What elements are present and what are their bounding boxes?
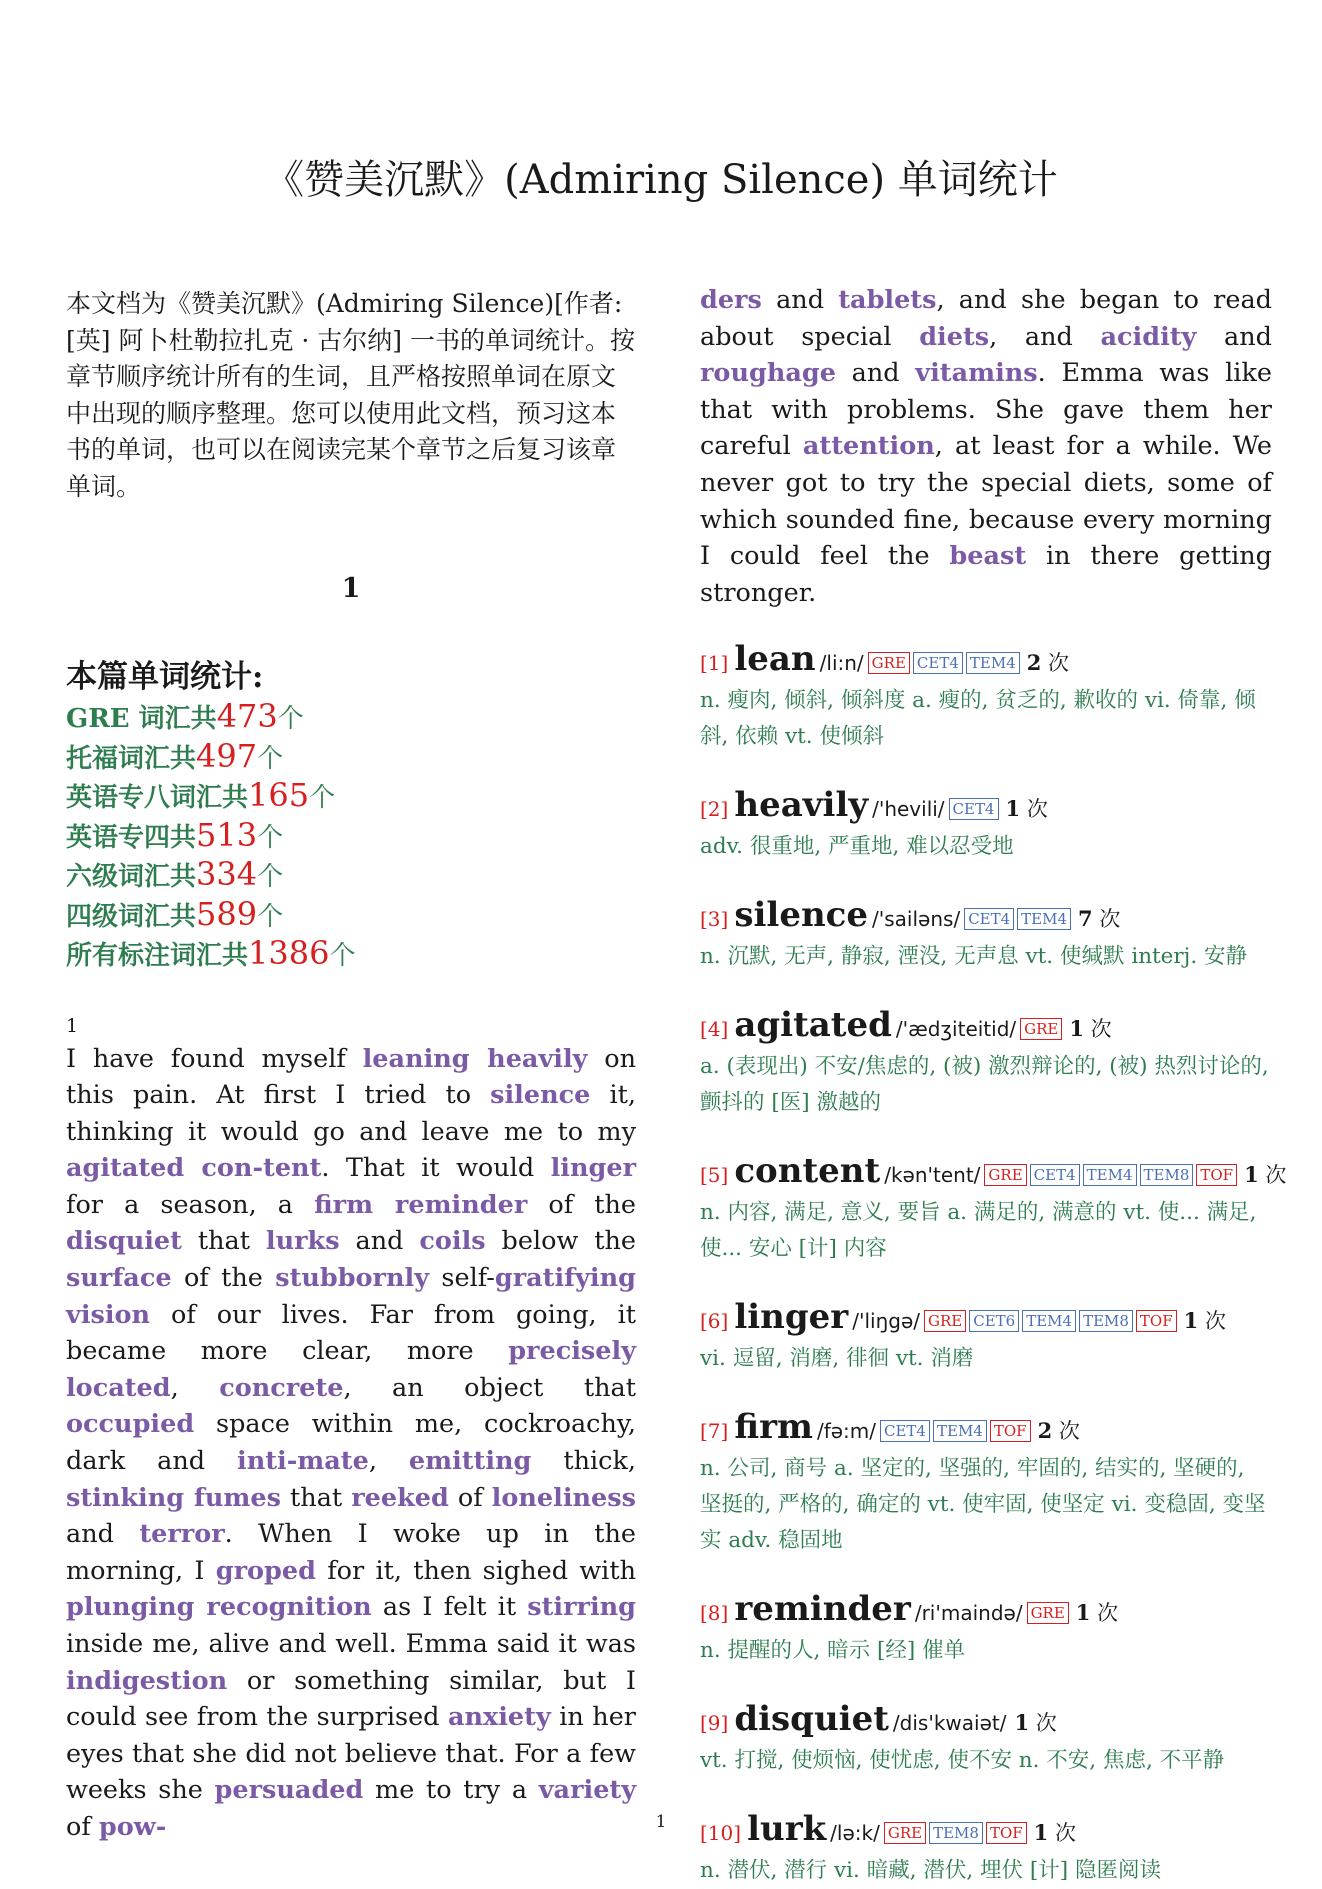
stat-unit: 个	[257, 743, 284, 774]
tag-cet6: CET6	[969, 1310, 1019, 1332]
highlighted-word: emitting	[408, 1446, 532, 1477]
stat-unit: 个	[257, 901, 284, 932]
stat-label: 英语专八词汇共	[66, 783, 249, 813]
passage-segment: , an object that	[343, 1372, 636, 1403]
passage-segment: and	[66, 1519, 140, 1550]
tag-tem4: TEM4	[933, 1420, 987, 1442]
tag-tof: TOF	[986, 1822, 1027, 1844]
entry-index: [7]	[700, 1419, 729, 1444]
entry-word: heavily	[734, 785, 869, 826]
highlighted-word: stirring	[527, 1592, 636, 1623]
highlighted-word: concrete	[219, 1372, 344, 1403]
tag-cet4: CET4	[964, 908, 1014, 930]
stat-line	[66, 856, 636, 896]
passage-segment: for a season, a	[66, 1189, 315, 1220]
entry-head	[700, 1407, 1272, 1451]
entry-index: [8]	[700, 1601, 729, 1626]
tag-cet4: CET4	[913, 652, 963, 674]
stat-label: GRE 词汇共	[66, 704, 217, 734]
entry-index: [4]	[700, 1017, 729, 1042]
entry-count-number: 1	[1005, 796, 1021, 822]
entry-head	[700, 639, 1272, 683]
entry-definition: n. 提醒的人, 暗示 [经] 催单	[700, 1638, 966, 1664]
passage-segment: . When I woke up in the morning, I	[66, 1519, 636, 1586]
passage-segment: of the	[171, 1263, 276, 1294]
tag-tem4: TEM4	[1083, 1164, 1137, 1186]
highlighted-word: persuaded	[214, 1775, 364, 1806]
entry-phonetic: /'hevili/	[872, 797, 945, 822]
vocab-entry	[700, 895, 1272, 975]
highlighted-word: disquiet	[66, 1226, 182, 1257]
passage-segment: . That it would	[321, 1153, 551, 1184]
tag-tem4: TEM4	[966, 652, 1020, 674]
highlighted-word: agitated con-tent	[66, 1153, 322, 1184]
stat-line	[66, 817, 636, 857]
highlighted-word: linger	[550, 1153, 637, 1184]
entry-count-unit: 次	[1090, 1601, 1119, 1626]
vocab-entry	[700, 1297, 1272, 1377]
highlighted-word: lurks	[265, 1226, 340, 1257]
entry-phonetic: /fə:m/	[816, 1419, 876, 1444]
entry-count	[1038, 1411, 1080, 1451]
highlighted-word: stinking fumes	[66, 1482, 281, 1513]
entry-definition: n. 沉默, 无声, 静寂, 湮没, 无声息 vt. 使缄默 interj. 安静	[700, 944, 1248, 970]
tag-gre: GRE	[984, 1164, 1026, 1186]
entry-phonetic: /'ædʒiteitid/	[895, 1017, 1017, 1042]
vocab-entries	[700, 639, 1287, 1889]
highlighted-word: reeked	[351, 1482, 449, 1513]
highlighted-word: pow-	[98, 1811, 167, 1842]
entry-head	[700, 1005, 1272, 1049]
tag-tof: TOF	[990, 1420, 1031, 1442]
vocab-entry	[700, 639, 1272, 755]
passage-segment: or something similar, but I could see from the surprised	[66, 1665, 636, 1733]
highlighted-word: stubbornly	[275, 1263, 430, 1294]
stat-label: 六级词汇共	[66, 862, 197, 892]
stat-count: 165	[248, 776, 310, 814]
highlighted-word: anxiety	[447, 1702, 551, 1733]
highlighted-word: silence	[490, 1080, 591, 1111]
entry-word: silence	[734, 895, 869, 936]
entry-count-unit: 次	[1029, 1711, 1057, 1736]
entry-word: lean	[734, 639, 816, 680]
entry-count-unit: 次	[1084, 1017, 1112, 1042]
entry-count-unit: 次	[1198, 1309, 1226, 1334]
stat-label: 四级词汇共	[66, 901, 197, 932]
entry-count	[1006, 789, 1048, 829]
tag-gre: GRE	[884, 1822, 926, 1844]
highlighted-word: loneliness	[491, 1482, 636, 1513]
stat-count: 589	[196, 894, 258, 933]
entry-count	[1069, 1009, 1111, 1049]
tag-tem8: TEM8	[929, 1822, 983, 1844]
highlighted-word: inti-mate	[237, 1446, 369, 1477]
vocab-entry	[700, 1589, 1272, 1669]
stat-line	[66, 777, 636, 817]
entry-count-number: 1	[1014, 1710, 1030, 1736]
entry-index: [1]	[700, 651, 729, 676]
entry-definition: a. (表现出) 不安/焦虑的, (被) 激烈辩论的, (被) 热烈讨论的, 颤抖的 [医] 激越的	[700, 1054, 1269, 1116]
entry-count	[1076, 1593, 1118, 1633]
passage-text	[66, 1041, 636, 1846]
stat-label: 托福词汇共	[66, 743, 197, 774]
highlighted-word: acidity	[1100, 321, 1197, 352]
passage-segment: in her eyes that she did not believe that. For a few weeks she	[66, 1702, 637, 1806]
highlighted-word: groped	[215, 1555, 316, 1586]
entry-count-unit: 次	[1258, 1163, 1287, 1188]
passage-segment: ,	[368, 1446, 409, 1477]
passage-segment: in there getting stronger.	[700, 541, 1272, 608]
stat-label: 所有标注词汇共	[66, 941, 249, 971]
entry-word: linger	[734, 1297, 849, 1338]
entry-word: disquiet	[734, 1699, 889, 1740]
passage-segment: inside me, alive and well. Emma said it was	[66, 1629, 636, 1659]
stat-unit: 个	[277, 704, 304, 734]
passage-segment: it, thinking it would go and leave me to my	[66, 1080, 636, 1147]
entry-count	[1078, 899, 1120, 939]
tag-cet4: CET4	[949, 798, 999, 820]
highlighted-word: terror	[139, 1519, 225, 1550]
entry-count-number: 2	[1037, 1418, 1053, 1444]
highlighted-word: surface	[66, 1263, 172, 1294]
entry-count-number: 7	[1078, 906, 1093, 932]
passage-segment: , and she began to read about special	[700, 285, 1272, 352]
passage-segment: of	[448, 1482, 492, 1513]
stat-line	[66, 896, 636, 936]
entry-index: [9]	[700, 1711, 729, 1736]
entry-word: content	[734, 1151, 881, 1192]
entry-word: agitated	[734, 1005, 892, 1046]
tag-tem8: TEM8	[1140, 1164, 1194, 1186]
stat-line	[66, 935, 636, 975]
passage-segment: on this pain. At first I tried to	[66, 1043, 637, 1111]
entry-count	[1014, 1703, 1056, 1743]
tag-tof: TOF	[1196, 1164, 1237, 1186]
stat-label: 英语专四共	[66, 822, 197, 853]
entry-index: [3]	[700, 907, 729, 932]
left-column	[66, 286, 636, 1846]
stats-list	[66, 698, 636, 975]
passage-segment: that	[280, 1482, 352, 1513]
passage-segment: and	[339, 1226, 420, 1257]
entry-head	[700, 1589, 1272, 1633]
highlighted-word: firm reminder	[314, 1189, 528, 1220]
vocab-entry	[700, 1699, 1272, 1779]
chapter-number: 1	[341, 573, 361, 604]
stat-count: 334	[196, 855, 258, 893]
entry-phonetic: /'sailəns/	[872, 907, 961, 932]
tag-cet4: CET4	[880, 1420, 930, 1442]
passage-continued	[700, 282, 1272, 611]
passage-segment: of our lives. Far from going, it became more clear, more	[66, 1299, 636, 1367]
passage-segment: me to try a	[363, 1775, 539, 1806]
entry-head	[700, 1151, 1287, 1195]
passage-segment: of the	[527, 1189, 637, 1220]
passage-segment: of	[66, 1811, 99, 1842]
highlighted-word: tablets	[838, 285, 937, 315]
entry-count-unit: 次	[1052, 1419, 1080, 1444]
passage-segment: and	[761, 285, 839, 315]
entry-count-number: 1	[1075, 1600, 1091, 1626]
entry-count	[1244, 1155, 1286, 1195]
entry-phonetic: /ri'maində/	[914, 1601, 1023, 1626]
entry-count-number: 1	[1183, 1308, 1199, 1334]
entry-count-number: 1	[1069, 1016, 1084, 1042]
intro-text: 本文档为《赞美沉默》(Admiring Silence)[作者: [英] 阿卜杜勒拉扎克 · 古尔纳] 一书的单词统计。按章节顺序统计所有的生词，且严格按照单词在原文中出现的顺序整理。您可以使用此文档，预习这本书的单词，也可以在阅读完某个章节之后复习该章单词。	[66, 289, 635, 501]
tag-tof: TOF	[1136, 1310, 1177, 1332]
highlighted-word: gratifying vision	[66, 1263, 636, 1330]
highlighted-word: occupied	[66, 1409, 195, 1440]
entry-definition: n. 公司, 商号 a. 坚定的, 坚强的, 牢固的, 结实的, 坚硬的, 坚挺的, 严格的, 确定的 vt. 使牢固, 使坚定 vi. 变稳固, 变坚实 adv. 稳固地	[700, 1456, 1266, 1554]
right-column	[700, 285, 1287, 1889]
passage-segment: and	[1196, 321, 1272, 352]
entry-phonetic: /dis'kwaiət/	[892, 1711, 1007, 1736]
tag-tem4: TEM4	[1017, 908, 1071, 930]
entry-definition: vt. 打搅, 使烦恼, 使忧虑, 使不安 n. 不安, 焦虑, 不平静	[700, 1748, 1225, 1774]
passage-segment: , at least for a while. We never got to try the special diets, some of which sounded fine, because every morning I could feel the	[700, 431, 1272, 572]
vocab-entry	[700, 1005, 1272, 1121]
entry-head	[700, 1699, 1272, 1743]
passage-segment: ,	[170, 1372, 220, 1403]
entry-count-number: 1	[1033, 1820, 1049, 1846]
vocab-entry	[700, 785, 1272, 865]
tag-tem8: TEM8	[1079, 1310, 1133, 1332]
entry-definition: adv. 很重地, 严重地, 难以忍受地	[700, 834, 1014, 860]
tag-gre: GRE	[1027, 1602, 1069, 1624]
page-title: 《赞美沉默》(Admiring Silence) 单词统计	[264, 157, 1058, 203]
highlighted-word: attention	[802, 431, 935, 462]
entry-word: reminder	[734, 1589, 911, 1630]
passage-segment: self-	[429, 1263, 495, 1294]
entry-definition: n. 内容, 满足, 意义, 要旨 a. 满足的, 满意的 vt. 使... 满足, 使... 安心 [计] 内容	[700, 1200, 1257, 1262]
entry-phonetic: /'liŋgə/	[852, 1309, 920, 1334]
entry-definition: vi. 逗留, 消磨, 徘徊 vt. 消磨	[700, 1346, 974, 1372]
tag-gre: GRE	[868, 652, 910, 674]
highlighted-word: coils	[419, 1226, 486, 1257]
entry-count-unit: 次	[1041, 651, 1070, 676]
entry-count	[1027, 643, 1069, 683]
highlighted-word: indigestion	[66, 1665, 228, 1696]
highlighted-word: leaning heavily	[362, 1043, 588, 1074]
stat-count: 513	[196, 815, 258, 854]
tag-cet4: CET4	[1030, 1164, 1080, 1186]
entry-index: [5]	[700, 1163, 729, 1188]
entry-index: [10]	[700, 1821, 742, 1846]
entry-index: [6]	[700, 1309, 729, 1334]
entry-definition: n. 瘦肉, 倾斜, 倾斜度 a. 瘦的, 贫乏的, 歉收的 vi. 倚靠, 倾斜, 依赖 vt. 使倾斜	[700, 688, 1256, 750]
stat-count: 497	[196, 736, 258, 775]
tag-tem4: TEM4	[1022, 1310, 1076, 1332]
entry-head	[700, 895, 1272, 939]
vocab-entry	[700, 1151, 1287, 1267]
highlighted-word: vitamins	[915, 358, 1038, 389]
highlighted-word: diets	[919, 321, 990, 352]
passage-segment: as I felt it	[371, 1592, 528, 1623]
stat-unit: 个	[329, 941, 356, 971]
entry-count-unit: 次	[1048, 1821, 1076, 1846]
stat-unit: 个	[257, 862, 284, 892]
tag-gre: GRE	[924, 1310, 966, 1332]
stats-heading: 本篇单词统计:	[66, 659, 264, 695]
entry-head	[700, 1297, 1272, 1341]
highlighted-word: precisely located	[66, 1336, 636, 1403]
stat-line	[66, 738, 636, 778]
highlighted-word: plunging recognition	[66, 1592, 372, 1623]
passage-segment: , and	[989, 321, 1101, 352]
stat-count: 1386	[248, 934, 330, 972]
entry-phonetic: /kən'tent/	[884, 1163, 981, 1188]
passage-segment: that	[181, 1226, 266, 1257]
entry-count-number: 2	[1026, 650, 1042, 676]
highlighted-word: variety	[538, 1775, 637, 1806]
highlighted-word: beast	[949, 541, 1027, 572]
entry-definition: n. 潜伏, 潜行 vi. 暗藏, 潜伏, 埋伏 [计] 隐匿阅读	[700, 1858, 1161, 1884]
passage-segment: I have found myself	[66, 1043, 363, 1074]
entry-phonetic: /li:n/	[819, 651, 864, 676]
entry-count-number: 1	[1244, 1162, 1259, 1188]
entry-count	[1184, 1301, 1226, 1341]
entry-head	[700, 785, 1272, 829]
passage-segment: space within me, cockroachy, dark and	[66, 1409, 636, 1477]
page-number: 1	[655, 1812, 667, 1832]
stat-unit: 个	[257, 822, 284, 853]
highlighted-word: roughage	[700, 358, 836, 389]
entry-word: firm	[734, 1407, 813, 1448]
stat-count: 473	[216, 697, 278, 735]
vocab-entry	[700, 1407, 1272, 1559]
passage-segment: and	[835, 358, 916, 389]
passage-segment: thick,	[531, 1446, 636, 1477]
entry-word: lurk	[747, 1809, 827, 1850]
highlighted-word: ders	[700, 285, 762, 315]
passage-segment: for it, then sighed with	[315, 1555, 636, 1586]
stat-line	[66, 698, 636, 738]
passage-segment: . Emma was like that with problems. She gave them her careful	[700, 358, 1272, 462]
tag-gre: GRE	[1020, 1018, 1062, 1040]
entry-count-unit: 次	[1092, 907, 1121, 932]
paragraph-number: 1	[66, 1014, 79, 1037]
entry-phonetic: /lə:k/	[830, 1821, 880, 1846]
stat-unit: 个	[309, 783, 336, 813]
passage-segment: below the	[485, 1226, 636, 1257]
entry-index: [2]	[700, 797, 729, 822]
entry-count-unit: 次	[1020, 797, 1048, 822]
